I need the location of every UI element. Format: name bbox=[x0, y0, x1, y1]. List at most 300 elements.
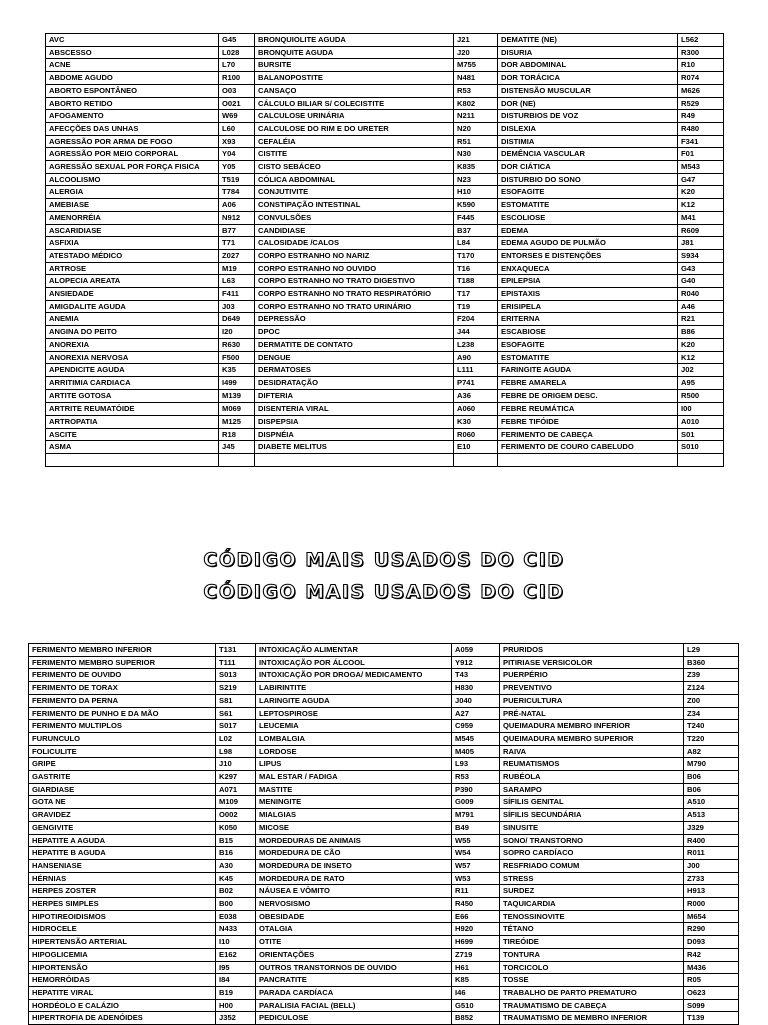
table-row bbox=[29, 974, 739, 987]
cid-code-cell: R011 bbox=[684, 847, 739, 860]
cid-code-cell: B37 bbox=[454, 224, 498, 237]
condition-cell: CALOSIDADE /CALOS bbox=[255, 237, 454, 250]
condition-cell: RESFRIADO COMUM bbox=[500, 859, 684, 872]
cid-table-top-body bbox=[46, 34, 724, 467]
condition-cell: LIPUS bbox=[256, 758, 452, 771]
condition-cell: DEMATITE (NE) bbox=[498, 34, 678, 47]
cid-code-cell: J352 bbox=[216, 1012, 256, 1025]
condition-cell: INTOXICAÇÃO POR DROGA/ MEDICAMENTO bbox=[256, 669, 452, 682]
condition-cell: ASCARIDIASE bbox=[46, 224, 219, 237]
condition-cell: MENINGITE bbox=[256, 796, 452, 809]
table-row bbox=[46, 262, 724, 275]
condition-cell: ABORTO ESPONTÂNEO bbox=[46, 84, 219, 97]
condition-cell: GASTRITE bbox=[29, 771, 216, 784]
cid-code-cell: L238 bbox=[454, 338, 498, 351]
cid-code-cell: A060 bbox=[454, 402, 498, 415]
cid-code-cell: R040 bbox=[678, 288, 724, 301]
cid-code-cell: I95 bbox=[216, 961, 256, 974]
table-row bbox=[46, 84, 724, 97]
cid-code-cell: L29 bbox=[684, 644, 739, 657]
condition-cell: DISTIMIA bbox=[498, 135, 678, 148]
table-row bbox=[46, 249, 724, 262]
table-row bbox=[46, 415, 724, 428]
table-row bbox=[46, 161, 724, 174]
table-row bbox=[46, 135, 724, 148]
cid-code-cell: T16 bbox=[454, 262, 498, 275]
cid-code-cell: L111 bbox=[454, 364, 498, 377]
table-row bbox=[29, 821, 739, 834]
condition-cell: FERIMENTO DA PERNA bbox=[29, 694, 216, 707]
cid-code-cell: H913 bbox=[684, 885, 739, 898]
cid-code-cell: M069 bbox=[219, 402, 255, 415]
condition-cell: SURDEZ bbox=[500, 885, 684, 898]
condition-cell: SARAMPO bbox=[500, 783, 684, 796]
table-row bbox=[46, 402, 724, 415]
condition-cell: CORPO ESTRANHO NO NARIZ bbox=[255, 249, 454, 262]
cid-code-cell: E038 bbox=[216, 910, 256, 923]
cid-code-cell: Z34 bbox=[684, 707, 739, 720]
condition-cell: DPOC bbox=[255, 326, 454, 339]
condition-cell: AMEBIASE bbox=[46, 199, 219, 212]
condition-cell: MORDEDURA DE RATO bbox=[256, 872, 452, 885]
cid-code-cell: B86 bbox=[678, 326, 724, 339]
condition-cell: ANOREXIA NERVOSA bbox=[46, 351, 219, 364]
cid-code-cell: Z719 bbox=[452, 948, 500, 961]
condition-cell: ABSCESSO bbox=[46, 46, 219, 59]
condition-cell: SINUSITE bbox=[500, 821, 684, 834]
page-title: CÓDIGO MAIS USADOS DO CID bbox=[203, 549, 565, 571]
condition-cell: ANSIEDADE bbox=[46, 288, 219, 301]
table-row bbox=[29, 732, 739, 745]
table-row bbox=[46, 46, 724, 59]
condition-cell: ESTOMATITE bbox=[498, 199, 678, 212]
cid-code-cell: A06 bbox=[219, 199, 255, 212]
table-row bbox=[46, 122, 724, 135]
condition-cell: GIARDIASE bbox=[29, 783, 216, 796]
table-row bbox=[29, 656, 739, 669]
cid-code-cell: I20 bbox=[219, 326, 255, 339]
table-row bbox=[29, 847, 739, 860]
cid-code-cell: G510 bbox=[452, 999, 500, 1012]
cid-code-cell: Z39 bbox=[684, 669, 739, 682]
table-row bbox=[29, 999, 739, 1012]
cid-code-cell: B16 bbox=[216, 847, 256, 860]
cid-code-cell: X93 bbox=[219, 135, 255, 148]
condition-cell: GRIPE bbox=[29, 758, 216, 771]
condition-cell: NERVOSISMO bbox=[256, 898, 452, 911]
condition-cell: DISPNÉIA bbox=[255, 428, 454, 441]
condition-cell: CONSTIPAÇÃO INTESTINAL bbox=[255, 199, 454, 212]
condition-cell: HIPORTENSÃO bbox=[29, 961, 216, 974]
cid-code-cell: H00 bbox=[216, 999, 256, 1012]
cid-code-cell: D649 bbox=[219, 313, 255, 326]
condition-cell: PEDICULOSE bbox=[256, 1012, 452, 1025]
condition-cell: FERIMENTO DE PUNHO E DA MÃO bbox=[29, 707, 216, 720]
condition-cell: TÉTANO bbox=[500, 923, 684, 936]
condition-cell: CONVULSÕES bbox=[255, 211, 454, 224]
cid-code-cell: J20 bbox=[454, 46, 498, 59]
condition-cell: RUBÉOLA bbox=[500, 771, 684, 784]
condition-cell: DERMATOSES bbox=[255, 364, 454, 377]
condition-cell: ANEMIA bbox=[46, 313, 219, 326]
cid-code-cell: G43 bbox=[678, 262, 724, 275]
table-row bbox=[46, 275, 724, 288]
condition-cell: ABORTO RETIDO bbox=[46, 97, 219, 110]
condition-cell: ARTROSE bbox=[46, 262, 219, 275]
cid-code-cell: M790 bbox=[684, 758, 739, 771]
cid-code-cell: B360 bbox=[684, 656, 739, 669]
condition-cell: AMENORRÉIA bbox=[46, 211, 219, 224]
cid-code-cell: T131 bbox=[216, 644, 256, 657]
cid-code-cell: W57 bbox=[452, 859, 500, 872]
table-row bbox=[29, 898, 739, 911]
cid-code-cell: F341 bbox=[678, 135, 724, 148]
table-row bbox=[46, 72, 724, 85]
cid-code-cell: S01 bbox=[678, 428, 724, 441]
cid-code-cell: R450 bbox=[452, 898, 500, 911]
condition-cell: PUERPÉRIO bbox=[500, 669, 684, 682]
condition-cell: DISURIA bbox=[498, 46, 678, 59]
condition-cell: DOR ABDOMINAL bbox=[498, 59, 678, 72]
cid-code-cell: F445 bbox=[454, 211, 498, 224]
cid-code-cell: W69 bbox=[219, 110, 255, 123]
cid-code-cell: R000 bbox=[684, 898, 739, 911]
cid-code-cell: S010 bbox=[678, 441, 724, 454]
cid-code-cell: K20 bbox=[678, 186, 724, 199]
condition-cell: CORPO ESTRANHO NO TRATO URINÁRIO bbox=[255, 300, 454, 313]
cid-code-cell: Z124 bbox=[684, 682, 739, 695]
cid-table-bottom-body bbox=[29, 644, 739, 1025]
condition-cell: SÍFILIS SECUNDÁRIA bbox=[500, 809, 684, 822]
cid-code-cell: A36 bbox=[454, 389, 498, 402]
cid-code-cell: T19 bbox=[454, 300, 498, 313]
table-row bbox=[46, 389, 724, 402]
condition-cell: CALCULOSE URINÁRIA bbox=[255, 110, 454, 123]
cid-code-cell: J10 bbox=[216, 758, 256, 771]
cid-code-cell: F411 bbox=[219, 288, 255, 301]
condition-cell: AVC bbox=[46, 34, 219, 47]
cid-code-cell: D093 bbox=[684, 936, 739, 949]
table-row bbox=[29, 694, 739, 707]
table-row bbox=[46, 186, 724, 199]
cid-code-cell: I00 bbox=[678, 402, 724, 415]
cid-code-cell: R05 bbox=[684, 974, 739, 987]
condition-cell: FEBRE AMARELA bbox=[498, 376, 678, 389]
condition-cell: TIREÓIDE bbox=[500, 936, 684, 949]
cid-code-cell: Z733 bbox=[684, 872, 739, 885]
condition-cell: PUERICULTURA bbox=[500, 694, 684, 707]
condition-cell: ORIENTAÇÕES bbox=[256, 948, 452, 961]
cid-code-cell: N23 bbox=[454, 173, 498, 186]
condition-cell: FERIMENTO DE OUVIDO bbox=[29, 669, 216, 682]
condition-cell: DOR CIÁTICA bbox=[498, 161, 678, 174]
cid-code-cell: T71 bbox=[219, 237, 255, 250]
cid-code-cell: W53 bbox=[452, 872, 500, 885]
condition-cell: ALERGIA bbox=[46, 186, 219, 199]
cid-code-cell: I84 bbox=[216, 974, 256, 987]
cid-code-cell: S017 bbox=[216, 720, 256, 733]
condition-cell bbox=[46, 454, 219, 467]
cid-code-cell: F500 bbox=[219, 351, 255, 364]
cid-code-cell: R290 bbox=[684, 923, 739, 936]
cid-code-cell: H699 bbox=[452, 936, 500, 949]
cid-code-cell: T111 bbox=[216, 656, 256, 669]
table-row bbox=[46, 300, 724, 313]
condition-cell: LEPTOSPIROSE bbox=[256, 707, 452, 720]
cid-code-cell: R53 bbox=[454, 84, 498, 97]
condition-cell: FERIMENTO DE CABEÇA bbox=[498, 428, 678, 441]
condition-cell: HEPATITE VIRAL bbox=[29, 986, 216, 999]
condition-cell: CÁLCULO BILIAR S/ COLECISTITE bbox=[255, 97, 454, 110]
condition-cell: FERIMENTO MEMBRO INFERIOR bbox=[29, 644, 216, 657]
condition-cell: FARINGITE AGUDA bbox=[498, 364, 678, 377]
cid-code-cell: L02 bbox=[216, 732, 256, 745]
cid-code-cell: R11 bbox=[452, 885, 500, 898]
cid-code-cell: K12 bbox=[678, 199, 724, 212]
cid-code-cell: F204 bbox=[454, 313, 498, 326]
cid-code-cell: F01 bbox=[678, 148, 724, 161]
cid-code-cell: T784 bbox=[219, 186, 255, 199]
cid-code-cell: R630 bbox=[219, 338, 255, 351]
cid-code-cell: M109 bbox=[216, 796, 256, 809]
condition-cell: TOSSE bbox=[500, 974, 684, 987]
cid-code-cell: K835 bbox=[454, 161, 498, 174]
condition-cell: MASTITE bbox=[256, 783, 452, 796]
cid-code-cell: O021 bbox=[219, 97, 255, 110]
cid-code-cell: B02 bbox=[216, 885, 256, 898]
cid-code-cell: Y04 bbox=[219, 148, 255, 161]
cid-code-cell: L562 bbox=[678, 34, 724, 47]
condition-cell: TRAUMATISMO DE MEMBRO INFERIOR bbox=[500, 1012, 684, 1025]
cid-code-cell: C959 bbox=[452, 720, 500, 733]
condition-cell: EPILEPSIA bbox=[498, 275, 678, 288]
cid-code-cell: T170 bbox=[454, 249, 498, 262]
table-row bbox=[29, 758, 739, 771]
cid-code-cell: O03 bbox=[219, 84, 255, 97]
condition-cell: ASCITE bbox=[46, 428, 219, 441]
condition-cell: NÁUSEA E VÔMITO bbox=[256, 885, 452, 898]
cid-code-cell: L93 bbox=[452, 758, 500, 771]
cid-code-cell: A90 bbox=[454, 351, 498, 364]
condition-cell: HEPATITE A AGUDA bbox=[29, 834, 216, 847]
condition-cell: CÓLICA ABDOMINAL bbox=[255, 173, 454, 186]
condition-cell: AGRESSÃO SEXUAL POR FORÇA FISICA bbox=[46, 161, 219, 174]
condition-cell bbox=[498, 454, 678, 467]
condition-cell: LABIRINTITE bbox=[256, 682, 452, 695]
condition-cell: GENGIVITE bbox=[29, 821, 216, 834]
cid-code-cell: A010 bbox=[678, 415, 724, 428]
table-row bbox=[29, 986, 739, 999]
condition-cell: FURUNCULO bbox=[29, 732, 216, 745]
condition-cell: ARRITIMIA CARDIACA bbox=[46, 376, 219, 389]
cid-code-cell: I10 bbox=[216, 936, 256, 949]
cid-code-cell: N481 bbox=[454, 72, 498, 85]
table-row bbox=[46, 97, 724, 110]
cid-code-cell: R529 bbox=[678, 97, 724, 110]
cid-code-cell: T519 bbox=[219, 173, 255, 186]
condition-cell: APENDICITE AGUDA bbox=[46, 364, 219, 377]
cid-code-cell: M405 bbox=[452, 745, 500, 758]
cid-code-cell: M41 bbox=[678, 211, 724, 224]
condition-cell: DEMÊNCIA VASCULAR bbox=[498, 148, 678, 161]
cid-code-cell: W54 bbox=[452, 847, 500, 860]
condition-cell: PARADA CARDÍACA bbox=[256, 986, 452, 999]
condition-cell: HERPES SIMPLES bbox=[29, 898, 216, 911]
table-row bbox=[46, 454, 724, 467]
table-row bbox=[29, 707, 739, 720]
condition-cell: HIDROCELE bbox=[29, 923, 216, 936]
condition-cell: ESOFAGITE bbox=[498, 186, 678, 199]
table-row bbox=[29, 771, 739, 784]
cid-code-cell: R18 bbox=[219, 428, 255, 441]
condition-cell: GOTA NE bbox=[29, 796, 216, 809]
table-row bbox=[46, 288, 724, 301]
cid-code-cell: Z027 bbox=[219, 249, 255, 262]
cid-code-cell: G009 bbox=[452, 796, 500, 809]
condition-cell: CISTO SEBÁCEO bbox=[255, 161, 454, 174]
condition-cell: DISTURBIOS DE VOZ bbox=[498, 110, 678, 123]
condition-cell: PANCRATITE bbox=[256, 974, 452, 987]
cid-code-cell: H61 bbox=[452, 961, 500, 974]
cid-code-cell: M19 bbox=[219, 262, 255, 275]
cid-code-cell: J44 bbox=[454, 326, 498, 339]
cid-code-cell: G47 bbox=[678, 173, 724, 186]
condition-cell: DERMATITE DE CONTATO bbox=[255, 338, 454, 351]
cid-code-cell: E66 bbox=[452, 910, 500, 923]
cid-code-cell: R400 bbox=[684, 834, 739, 847]
condition-cell: HERPES ZOSTER bbox=[29, 885, 216, 898]
condition-cell: PRÉ-NATAL bbox=[500, 707, 684, 720]
condition-cell: BALANOPOSTITE bbox=[255, 72, 454, 85]
condition-cell: AFECÇÕES DAS UNHAS bbox=[46, 122, 219, 135]
condition-cell: LOMBALGIA bbox=[256, 732, 452, 745]
cid-code-cell: Z00 bbox=[684, 694, 739, 707]
condition-cell: PARALISIA FACIAL (BELL) bbox=[256, 999, 452, 1012]
condition-cell: QUEIMADURA MEMBRO SUPERIOR bbox=[500, 732, 684, 745]
condition-cell: HIPERTENSÃO ARTERIAL bbox=[29, 936, 216, 949]
cid-code-cell: A071 bbox=[216, 783, 256, 796]
cid-code-cell: N211 bbox=[454, 110, 498, 123]
cid-code-cell: T17 bbox=[454, 288, 498, 301]
cid-code-cell: J03 bbox=[219, 300, 255, 313]
condition-cell: AFOGAMENTO bbox=[46, 110, 219, 123]
cid-code-cell: L63 bbox=[219, 275, 255, 288]
cid-code-cell: R609 bbox=[678, 224, 724, 237]
condition-cell: BURSITE bbox=[255, 59, 454, 72]
cid-code-cell: E162 bbox=[216, 948, 256, 961]
cid-code-cell: R21 bbox=[678, 313, 724, 326]
table-row bbox=[46, 364, 724, 377]
condition-cell: ASFIXIA bbox=[46, 237, 219, 250]
condition-cell: LARINGITE AGUDA bbox=[256, 694, 452, 707]
condition-cell: OBESIDADE bbox=[256, 910, 452, 923]
condition-cell: HORDÉOLO E CALÁZIO bbox=[29, 999, 216, 1012]
condition-cell: HIPOGLICEMIA bbox=[29, 948, 216, 961]
condition-cell: MORDEDURA DE INSETO bbox=[256, 859, 452, 872]
cid-code-cell: H10 bbox=[454, 186, 498, 199]
condition-cell: LEUCEMIA bbox=[256, 720, 452, 733]
cid-code-cell: M755 bbox=[454, 59, 498, 72]
cid-code-cell: M436 bbox=[684, 961, 739, 974]
condition-cell: DISENTERIA VIRAL bbox=[255, 402, 454, 415]
condition-cell: DENGUE bbox=[255, 351, 454, 364]
page-title-repeat: CÓDIGO MAIS USADOS DO CID bbox=[203, 581, 565, 603]
table-row bbox=[29, 885, 739, 898]
table-row bbox=[46, 148, 724, 161]
cid-code-cell: R074 bbox=[678, 72, 724, 85]
cid-code-cell: K12 bbox=[678, 351, 724, 364]
condition-cell: ESTOMATITE bbox=[498, 351, 678, 364]
condition-cell: TENOSSINOVITE bbox=[500, 910, 684, 923]
cid-code-cell: P390 bbox=[452, 783, 500, 796]
table-row bbox=[46, 237, 724, 250]
cid-code-cell: L98 bbox=[216, 745, 256, 758]
cid-code-cell: J040 bbox=[452, 694, 500, 707]
cid-code-cell: W55 bbox=[452, 834, 500, 847]
cid-code-cell: R53 bbox=[452, 771, 500, 784]
condition-cell: DIFTERIA bbox=[255, 389, 454, 402]
condition-cell: ALOPECIA AREATA bbox=[46, 275, 219, 288]
condition-cell: FEBRE DE ORIGEM DESC. bbox=[498, 389, 678, 402]
cid-code-cell: S099 bbox=[684, 999, 739, 1012]
cid-code-cell: R51 bbox=[454, 135, 498, 148]
cid-code-cell: H830 bbox=[452, 682, 500, 695]
condition-cell: DISTENSÃO MUSCULAR bbox=[498, 84, 678, 97]
table-row bbox=[29, 936, 739, 949]
condition-cell: EDEMA bbox=[498, 224, 678, 237]
condition-cell: FERIMENTO DE COURO CABELUDO bbox=[498, 441, 678, 454]
condition-cell: FERIMENTO DE TORAX bbox=[29, 682, 216, 695]
cid-code-cell: R42 bbox=[684, 948, 739, 961]
cid-code-cell: K297 bbox=[216, 771, 256, 784]
condition-cell: ARTROPATIA bbox=[46, 415, 219, 428]
table-row bbox=[46, 110, 724, 123]
cid-code-cell: M125 bbox=[219, 415, 255, 428]
condition-cell: ERITERNA bbox=[498, 313, 678, 326]
cid-code-cell: S934 bbox=[678, 249, 724, 262]
condition-cell: MORDEDURAS DE ANIMAIS bbox=[256, 834, 452, 847]
cid-code-cell: E10 bbox=[454, 441, 498, 454]
table-row bbox=[29, 859, 739, 872]
condition-cell: INTOXICAÇÃO ALIMENTAR bbox=[256, 644, 452, 657]
table-row bbox=[46, 224, 724, 237]
condition-cell: SÍFILIS GENITAL bbox=[500, 796, 684, 809]
condition-cell: TRABALHO DE PARTO PREMATURO bbox=[500, 986, 684, 999]
cid-code-cell: A30 bbox=[216, 859, 256, 872]
condition-cell: HIPERTROFIA DE ADENÓIDES bbox=[29, 1012, 216, 1025]
condition-cell: ENXAQUECA bbox=[498, 262, 678, 275]
cid-code-cell: A46 bbox=[678, 300, 724, 313]
cid-code-cell: M545 bbox=[452, 732, 500, 745]
cid-code-cell: I46 bbox=[452, 986, 500, 999]
cid-code-cell: M791 bbox=[452, 809, 500, 822]
cid-code-cell: B49 bbox=[452, 821, 500, 834]
condition-cell: HIPOTIREOIDISMOS bbox=[29, 910, 216, 923]
cid-table-top bbox=[45, 33, 724, 467]
condition-cell: ARTRITE REUMATÓIDE bbox=[46, 402, 219, 415]
cid-code-cell: B06 bbox=[684, 771, 739, 784]
condition-cell: DISLEXIA bbox=[498, 122, 678, 135]
cid-code-cell: J45 bbox=[219, 441, 255, 454]
cid-code-cell: N433 bbox=[216, 923, 256, 936]
table-row bbox=[29, 796, 739, 809]
cid-code-cell: T240 bbox=[684, 720, 739, 733]
cid-code-cell: A95 bbox=[678, 376, 724, 389]
cid-code-cell: R300 bbox=[678, 46, 724, 59]
cid-code-cell: N912 bbox=[219, 211, 255, 224]
condition-cell bbox=[255, 454, 454, 467]
table-row bbox=[46, 313, 724, 326]
